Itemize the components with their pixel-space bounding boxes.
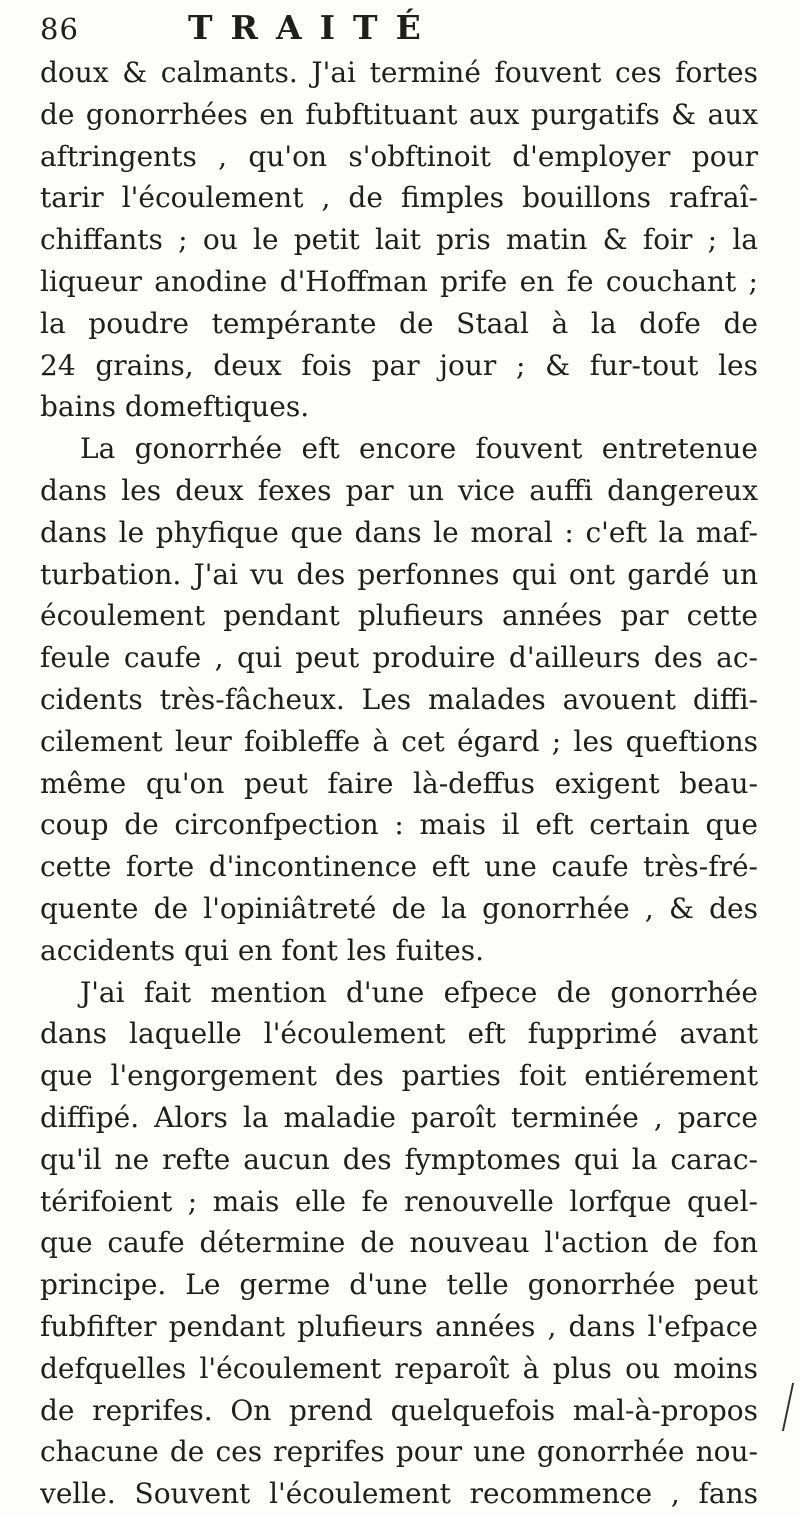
text-line: turbation. J'ai vu des perfonnes qui ont gardé un bbox=[40, 557, 758, 591]
text-line: de gonorrhées en fubftituant aux purgatifs & aux bbox=[40, 97, 758, 131]
text-line: de reprifes. On prend quelquefois mal-à-propos bbox=[40, 1393, 758, 1427]
paragraph-3 bbox=[40, 972, 758, 1515]
text-line: coup de circonfpection : mais il eft certain que bbox=[40, 808, 758, 842]
text-line: écoulement pendant plufieurs années par cette bbox=[40, 599, 758, 633]
text-line: J'ai fait mention d'une efpece de gonorrhée bbox=[80, 975, 758, 1009]
margin-mark bbox=[782, 1383, 794, 1431]
text-line: la poudre tempérante de Staal à la dofe de bbox=[40, 306, 758, 340]
paragraph-1 bbox=[40, 52, 758, 428]
text-line: que l'engorgement des parties foit entiérement bbox=[40, 1059, 758, 1093]
text-line: dans le phyfique que dans le moral : c'eft la maf- bbox=[40, 515, 758, 549]
text-line: même qu'on peut faire là-deffus exigent beau- bbox=[40, 766, 758, 800]
text-line: que caufe détermine de nouveau l'action de fon bbox=[40, 1226, 758, 1260]
running-head bbox=[40, 2, 760, 54]
text-line: velle. Souvent l'écoulement recommence , fans bbox=[40, 1477, 758, 1511]
text-line: cette forte d'incontinence eft une caufe très-fré- bbox=[40, 850, 758, 884]
text-line: diffipé. Alors la maladie paroît terminée , parce bbox=[40, 1100, 758, 1134]
text-line: La gonorrhée eft encore fouvent entretenue bbox=[80, 432, 758, 466]
text-line: doux & calmants. J'ai terminé fouvent ces fortes bbox=[40, 56, 758, 89]
text-line: cidents très-fâcheux. Les malades avouent diffi- bbox=[40, 682, 758, 716]
text-line: aftringents , qu'on s'obftinoit d'employer pour bbox=[40, 139, 758, 173]
body-text bbox=[40, 52, 758, 1515]
text-line: chiffants ; ou le petit lait pris matin & foir ; la bbox=[40, 223, 758, 257]
text-line: quente de l'opiniâtreté de la gonorrhée , & des bbox=[40, 891, 758, 925]
text-line: chacune de ces reprifes pour une gonorrhée nou- bbox=[40, 1435, 758, 1469]
text-line: térifoient ; mais elle fe renouvelle lorfque quel- bbox=[40, 1184, 758, 1218]
text-line: dans laquelle l'écoulement eft fupprimé avant bbox=[40, 1017, 758, 1051]
text-line: feule caufe , qui peut produire d'ailleurs des ac- bbox=[40, 641, 758, 675]
text-line: dans les deux fexes par un vice auffi dangereux bbox=[40, 473, 758, 507]
page-number: 86 bbox=[40, 12, 79, 46]
text-line: cilement leur foibleffe à cet égard ; les queftions bbox=[40, 724, 758, 758]
paragraph-2 bbox=[40, 428, 758, 971]
text-line: liqueur anodine d'Hoffman prife en fe couchant ; bbox=[40, 264, 758, 298]
text-line: qu'il ne refte aucun des fymptomes qui la carac- bbox=[40, 1142, 758, 1176]
text-line: bains domeftiques. bbox=[40, 390, 310, 424]
text-line: accidents qui en font les fuites. bbox=[40, 933, 485, 967]
text-line: fubfifter pendant plufieurs années , dans l'efpace bbox=[40, 1309, 758, 1343]
text-line: defquelles l'écoulement reparoît à plus ou moins bbox=[40, 1351, 758, 1385]
text-line: tarir l'écoulement , de fimples bouillons rafraî- bbox=[40, 181, 758, 215]
text-line: 24 grains, deux fois par jour ; & fur-tout les bbox=[40, 348, 758, 382]
running-title: TRAITÉ bbox=[188, 8, 439, 47]
text-line: principe. Le germe d'une telle gonorrhée peut bbox=[40, 1268, 758, 1302]
